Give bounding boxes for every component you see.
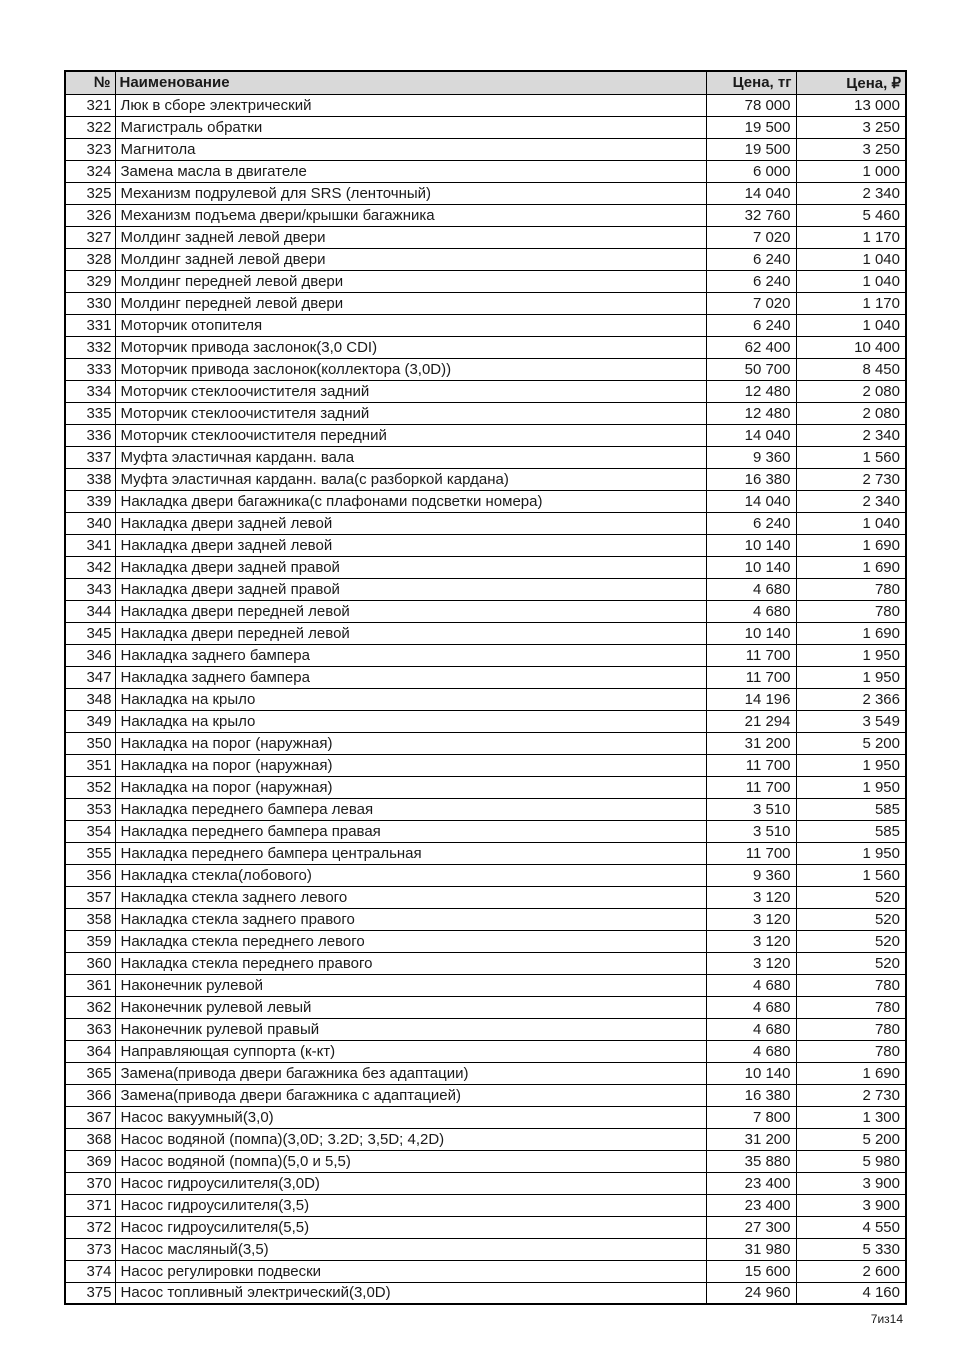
price-tg-cell: 3 120: [706, 952, 796, 974]
price-rub-cell: 780: [796, 974, 906, 996]
item-name-cell: Наконечник рулевой: [115, 974, 706, 996]
table-row: [65, 512, 906, 534]
price-rub-cell: 2 366: [796, 688, 906, 710]
item-name-cell: Молдинг передней левой двери: [115, 292, 706, 314]
row-number-cell: 347: [65, 666, 115, 688]
price-rub-cell: 2 340: [796, 182, 906, 204]
price-rub-cell: 780: [796, 1018, 906, 1040]
item-name-cell: Накладка стекла(лобового): [115, 864, 706, 886]
row-number-cell: 373: [65, 1238, 115, 1260]
header-number: №: [65, 71, 115, 94]
price-tg-cell: 35 880: [706, 1150, 796, 1172]
item-name-cell: Механизм подъема двери/крышки багажника: [115, 204, 706, 226]
price-tg-cell: 11 700: [706, 842, 796, 864]
price-rub-cell: 1 000: [796, 160, 906, 182]
price-tg-cell: 24 960: [706, 1282, 796, 1304]
item-name-cell: Насос гидроусилителя(3,5): [115, 1194, 706, 1216]
price-rub-cell: 1 170: [796, 292, 906, 314]
row-number-cell: 349: [65, 710, 115, 732]
item-name-cell: Накладка переднего бампера левая: [115, 798, 706, 820]
price-rub-cell: 1 040: [796, 512, 906, 534]
row-number-cell: 328: [65, 248, 115, 270]
row-number-cell: 341: [65, 534, 115, 556]
table-row: [65, 556, 906, 578]
price-rub-cell: 1 950: [796, 666, 906, 688]
item-name-cell: Направляющая суппорта (к-кт): [115, 1040, 706, 1062]
item-name-cell: Накладка на крыло: [115, 688, 706, 710]
table-row: [65, 908, 906, 930]
row-number-cell: 344: [65, 600, 115, 622]
price-tg-cell: 3 120: [706, 930, 796, 952]
price-tg-cell: 3 120: [706, 886, 796, 908]
item-name-cell: Наконечник рулевой правый: [115, 1018, 706, 1040]
row-number-cell: 363: [65, 1018, 115, 1040]
table-row: [65, 754, 906, 776]
row-number-cell: 345: [65, 622, 115, 644]
table-row: [65, 446, 906, 468]
item-name-cell: Накладка на порог (наружная): [115, 776, 706, 798]
table-row: [65, 644, 906, 666]
item-name-cell: Накладка двери задней левой: [115, 534, 706, 556]
row-number-cell: 351: [65, 754, 115, 776]
row-number-cell: 336: [65, 424, 115, 446]
item-name-cell: Накладка двери передней левой: [115, 600, 706, 622]
row-number-cell: 339: [65, 490, 115, 512]
price-tg-cell: 11 700: [706, 666, 796, 688]
table-header: [65, 71, 906, 94]
item-name-cell: Насос регулировки подвески: [115, 1260, 706, 1282]
item-name-cell: Молдинг передней левой двери: [115, 270, 706, 292]
header-row: [65, 71, 906, 94]
table-row: [65, 1260, 906, 1282]
table-row: [65, 1084, 906, 1106]
price-rub-cell: 520: [796, 930, 906, 952]
row-number-cell: 342: [65, 556, 115, 578]
table-row: [65, 1194, 906, 1216]
price-tg-cell: 6 240: [706, 512, 796, 534]
item-name-cell: Накладка на порог (наружная): [115, 754, 706, 776]
price-tg-cell: 11 700: [706, 754, 796, 776]
row-number-cell: 357: [65, 886, 115, 908]
row-number-cell: 321: [65, 94, 115, 116]
price-tg-cell: 6 000: [706, 160, 796, 182]
table-row: [65, 424, 906, 446]
row-number-cell: 353: [65, 798, 115, 820]
item-name-cell: Моторчик привода заслонок(3,0 CDI): [115, 336, 706, 358]
table-row: [65, 1018, 906, 1040]
item-name-cell: Накладка стекла заднего левого: [115, 886, 706, 908]
price-tg-cell: 6 240: [706, 270, 796, 292]
price-rub-cell: 1 950: [796, 842, 906, 864]
price-tg-cell: 50 700: [706, 358, 796, 380]
item-name-cell: Накладка двери задней левой: [115, 512, 706, 534]
item-name-cell: Моторчик отопителя: [115, 314, 706, 336]
price-rub-cell: 1 040: [796, 314, 906, 336]
table-row: [65, 974, 906, 996]
price-tg-cell: 3 510: [706, 820, 796, 842]
price-tg-cell: 4 680: [706, 974, 796, 996]
header-price-rub: Цена, ₽: [796, 71, 906, 94]
item-name-cell: Замена масла в двигателе: [115, 160, 706, 182]
table-row: [65, 1238, 906, 1260]
price-tg-cell: 10 140: [706, 534, 796, 556]
price-rub-cell: 5 330: [796, 1238, 906, 1260]
item-name-cell: Накладка заднего бампера: [115, 666, 706, 688]
table-row: [65, 776, 906, 798]
item-name-cell: Замена(привода двери багажника с адаптацией): [115, 1084, 706, 1106]
row-number-cell: 370: [65, 1172, 115, 1194]
item-name-cell: Наконечник рулевой левый: [115, 996, 706, 1018]
price-tg-cell: 78 000: [706, 94, 796, 116]
item-name-cell: Насос топливный электрический(3,0D): [115, 1282, 706, 1304]
row-number-cell: 354: [65, 820, 115, 842]
price-tg-cell: 14 196: [706, 688, 796, 710]
table-row: [65, 1128, 906, 1150]
row-number-cell: 323: [65, 138, 115, 160]
row-number-cell: 364: [65, 1040, 115, 1062]
table-row: [65, 182, 906, 204]
table-row: [65, 534, 906, 556]
price-tg-cell: 14 040: [706, 182, 796, 204]
price-tg-cell: 16 380: [706, 468, 796, 490]
price-rub-cell: 2 600: [796, 1260, 906, 1282]
row-number-cell: 355: [65, 842, 115, 864]
price-rub-cell: 520: [796, 908, 906, 930]
price-rub-cell: 5 980: [796, 1150, 906, 1172]
table-row: [65, 952, 906, 974]
price-rub-cell: 520: [796, 952, 906, 974]
table-row: [65, 1172, 906, 1194]
row-number-cell: 358: [65, 908, 115, 930]
table-body: [65, 94, 906, 1304]
table-row: [65, 490, 906, 512]
price-rub-cell: 780: [796, 996, 906, 1018]
price-tg-cell: 14 040: [706, 424, 796, 446]
table-row: [65, 402, 906, 424]
price-tg-cell: 11 700: [706, 644, 796, 666]
price-tg-cell: 12 480: [706, 402, 796, 424]
row-number-cell: 332: [65, 336, 115, 358]
price-tg-cell: 7 020: [706, 226, 796, 248]
row-number-cell: 327: [65, 226, 115, 248]
price-rub-cell: 1 690: [796, 534, 906, 556]
price-tg-cell: 23 400: [706, 1194, 796, 1216]
row-number-cell: 371: [65, 1194, 115, 1216]
table-row: [65, 116, 906, 138]
table-row: [65, 94, 906, 116]
price-rub-cell: 2 730: [796, 1084, 906, 1106]
price-rub-cell: 1 560: [796, 446, 906, 468]
row-number-cell: 374: [65, 1260, 115, 1282]
price-rub-cell: 3 250: [796, 116, 906, 138]
price-tg-cell: 19 500: [706, 116, 796, 138]
table-row: [65, 996, 906, 1018]
row-number-cell: 330: [65, 292, 115, 314]
row-number-cell: 331: [65, 314, 115, 336]
item-name-cell: Молдинг задней левой двери: [115, 248, 706, 270]
item-name-cell: Накладка двери задней правой: [115, 556, 706, 578]
row-number-cell: 346: [65, 644, 115, 666]
price-tg-cell: 10 140: [706, 1062, 796, 1084]
table-row: [65, 798, 906, 820]
price-rub-cell: 3 900: [796, 1172, 906, 1194]
price-rub-cell: 4 160: [796, 1282, 906, 1304]
price-rub-cell: 1 950: [796, 644, 906, 666]
price-rub-cell: 1 950: [796, 754, 906, 776]
price-rub-cell: 1 690: [796, 1062, 906, 1084]
header-name: Наименование: [115, 71, 706, 94]
item-name-cell: Насос гидроусилителя(5,5): [115, 1216, 706, 1238]
row-number-cell: 367: [65, 1106, 115, 1128]
price-tg-cell: 4 680: [706, 1018, 796, 1040]
item-name-cell: Насос вакуумный(3,0): [115, 1106, 706, 1128]
row-number-cell: 343: [65, 578, 115, 600]
row-number-cell: 365: [65, 1062, 115, 1084]
row-number-cell: 356: [65, 864, 115, 886]
price-rub-cell: 1 690: [796, 622, 906, 644]
row-number-cell: 372: [65, 1216, 115, 1238]
price-rub-cell: 780: [796, 600, 906, 622]
price-tg-cell: 15 600: [706, 1260, 796, 1282]
price-tg-cell: 62 400: [706, 336, 796, 358]
price-tg-cell: 23 400: [706, 1172, 796, 1194]
price-rub-cell: 5 460: [796, 204, 906, 226]
row-number-cell: 348: [65, 688, 115, 710]
table-row: [65, 226, 906, 248]
price-rub-cell: 1 690: [796, 556, 906, 578]
price-rub-cell: 10 400: [796, 336, 906, 358]
item-name-cell: Накладка стекла переднего правого: [115, 952, 706, 974]
row-number-cell: 333: [65, 358, 115, 380]
table-row: [65, 666, 906, 688]
item-name-cell: Накладка переднего бампера центральная: [115, 842, 706, 864]
item-name-cell: Накладка на порог (наружная): [115, 732, 706, 754]
table-row: [65, 314, 906, 336]
row-number-cell: 362: [65, 996, 115, 1018]
price-rub-cell: 1 560: [796, 864, 906, 886]
row-number-cell: 352: [65, 776, 115, 798]
row-number-cell: 329: [65, 270, 115, 292]
row-number-cell: 338: [65, 468, 115, 490]
price-rub-cell: 3 900: [796, 1194, 906, 1216]
table-row: [65, 1062, 906, 1084]
price-tg-cell: 4 680: [706, 996, 796, 1018]
table-row: [65, 468, 906, 490]
item-name-cell: Муфта эластичная карданн. вала(с разборкой кардана): [115, 468, 706, 490]
price-rub-cell: 8 450: [796, 358, 906, 380]
price-rub-cell: 1 040: [796, 248, 906, 270]
row-number-cell: 335: [65, 402, 115, 424]
row-number-cell: 325: [65, 182, 115, 204]
item-name-cell: Накладка на крыло: [115, 710, 706, 732]
row-number-cell: 326: [65, 204, 115, 226]
price-tg-cell: 16 380: [706, 1084, 796, 1106]
item-name-cell: Накладка стекла переднего левого: [115, 930, 706, 952]
item-name-cell: Насос масляный(3,5): [115, 1238, 706, 1260]
item-name-cell: Магнитола: [115, 138, 706, 160]
price-tg-cell: 12 480: [706, 380, 796, 402]
table-row: [65, 622, 906, 644]
price-tg-cell: 31 200: [706, 732, 796, 754]
price-tg-cell: 9 360: [706, 864, 796, 886]
item-name-cell: Молдинг задней левой двери: [115, 226, 706, 248]
page-number: 7из14: [870, 1312, 903, 1326]
item-name-cell: Накладка заднего бампера: [115, 644, 706, 666]
table-row: [65, 1216, 906, 1238]
row-number-cell: 359: [65, 930, 115, 952]
item-name-cell: Моторчик привода заслонок(коллектора (3,0D)): [115, 358, 706, 380]
table-row: [65, 886, 906, 908]
price-tg-cell: 3 510: [706, 798, 796, 820]
price-tg-cell: 7 800: [706, 1106, 796, 1128]
table-row: [65, 820, 906, 842]
price-rub-cell: 13 000: [796, 94, 906, 116]
price-tg-cell: 11 700: [706, 776, 796, 798]
table-row: [65, 1150, 906, 1172]
price-tg-cell: 9 360: [706, 446, 796, 468]
price-rub-cell: 780: [796, 1040, 906, 1062]
price-tg-cell: 7 020: [706, 292, 796, 314]
price-rub-cell: 585: [796, 820, 906, 842]
row-number-cell: 361: [65, 974, 115, 996]
row-number-cell: 375: [65, 1282, 115, 1304]
item-name-cell: Люк в сборе электрический: [115, 94, 706, 116]
price-rub-cell: 2 080: [796, 402, 906, 424]
price-rub-cell: 2 730: [796, 468, 906, 490]
table-row: [65, 600, 906, 622]
price-tg-cell: 31 980: [706, 1238, 796, 1260]
price-rub-cell: 1 300: [796, 1106, 906, 1128]
table-row: [65, 270, 906, 292]
price-rub-cell: 3 549: [796, 710, 906, 732]
item-name-cell: Насос гидроусилителя(3,0D): [115, 1172, 706, 1194]
price-rub-cell: 2 080: [796, 380, 906, 402]
price-rub-cell: 1 950: [796, 776, 906, 798]
price-rub-cell: 780: [796, 578, 906, 600]
price-tg-cell: 10 140: [706, 556, 796, 578]
row-number-cell: 324: [65, 160, 115, 182]
table-row: [65, 292, 906, 314]
item-name-cell: Насос водяной (помпа)(5,0 и 5,5): [115, 1150, 706, 1172]
row-number-cell: 369: [65, 1150, 115, 1172]
item-name-cell: Моторчик стеклоочистителя задний: [115, 380, 706, 402]
price-list-table: [64, 70, 907, 1305]
item-name-cell: Накладка двери передней левой: [115, 622, 706, 644]
table-row: [65, 732, 906, 754]
table-row: [65, 1040, 906, 1062]
table-row: [65, 380, 906, 402]
price-tg-cell: 32 760: [706, 204, 796, 226]
price-rub-cell: 5 200: [796, 732, 906, 754]
row-number-cell: 350: [65, 732, 115, 754]
item-name-cell: Моторчик стеклоочистителя задний: [115, 402, 706, 424]
item-name-cell: Замена(привода двери багажника без адаптации): [115, 1062, 706, 1084]
table-row: [65, 138, 906, 160]
price-tg-cell: 14 040: [706, 490, 796, 512]
price-tg-cell: 31 200: [706, 1128, 796, 1150]
table-row: [65, 204, 906, 226]
table-row: [65, 358, 906, 380]
table-row: [65, 930, 906, 952]
row-number-cell: 337: [65, 446, 115, 468]
price-rub-cell: 2 340: [796, 490, 906, 512]
table-row: [65, 160, 906, 182]
price-rub-cell: 1 040: [796, 270, 906, 292]
row-number-cell: 360: [65, 952, 115, 974]
table-row: [65, 336, 906, 358]
price-tg-cell: 21 294: [706, 710, 796, 732]
item-name-cell: Механизм подрулевой для SRS (ленточный): [115, 182, 706, 204]
item-name-cell: Моторчик стеклоочистителя передний: [115, 424, 706, 446]
price-tg-cell: 10 140: [706, 622, 796, 644]
price-tg-cell: 4 680: [706, 578, 796, 600]
price-tg-cell: 3 120: [706, 908, 796, 930]
table-row: [65, 710, 906, 732]
table-row: [65, 842, 906, 864]
header-price-tg: Цена, тг: [706, 71, 796, 94]
table-row: [65, 578, 906, 600]
table-row: [65, 864, 906, 886]
price-tg-cell: 4 680: [706, 600, 796, 622]
price-rub-cell: 585: [796, 798, 906, 820]
item-name-cell: Муфта эластичная карданн. вала: [115, 446, 706, 468]
row-number-cell: 334: [65, 380, 115, 402]
price-tg-cell: 4 680: [706, 1040, 796, 1062]
row-number-cell: 322: [65, 116, 115, 138]
item-name-cell: Накладка двери багажника(с плафонами подсветки номера): [115, 490, 706, 512]
row-number-cell: 340: [65, 512, 115, 534]
price-rub-cell: 2 340: [796, 424, 906, 446]
item-name-cell: Накладка переднего бампера правая: [115, 820, 706, 842]
item-name-cell: Накладка двери задней правой: [115, 578, 706, 600]
price-rub-cell: 5 200: [796, 1128, 906, 1150]
price-tg-cell: 27 300: [706, 1216, 796, 1238]
price-rub-cell: 1 170: [796, 226, 906, 248]
price-tg-cell: 6 240: [706, 248, 796, 270]
price-tg-cell: 19 500: [706, 138, 796, 160]
price-rub-cell: 4 550: [796, 1216, 906, 1238]
price-rub-cell: 520: [796, 886, 906, 908]
row-number-cell: 366: [65, 1084, 115, 1106]
price-tg-cell: 6 240: [706, 314, 796, 336]
row-number-cell: 368: [65, 1128, 115, 1150]
item-name-cell: Насос водяной (помпа)(3,0D; 3.2D; 3,5D; 4,2D): [115, 1128, 706, 1150]
item-name-cell: Накладка стекла заднего правого: [115, 908, 706, 930]
table-row: [65, 688, 906, 710]
table-row: [65, 1106, 906, 1128]
item-name-cell: Магистраль обратки: [115, 116, 706, 138]
table-row: [65, 248, 906, 270]
table-row: [65, 1282, 906, 1304]
price-rub-cell: 3 250: [796, 138, 906, 160]
